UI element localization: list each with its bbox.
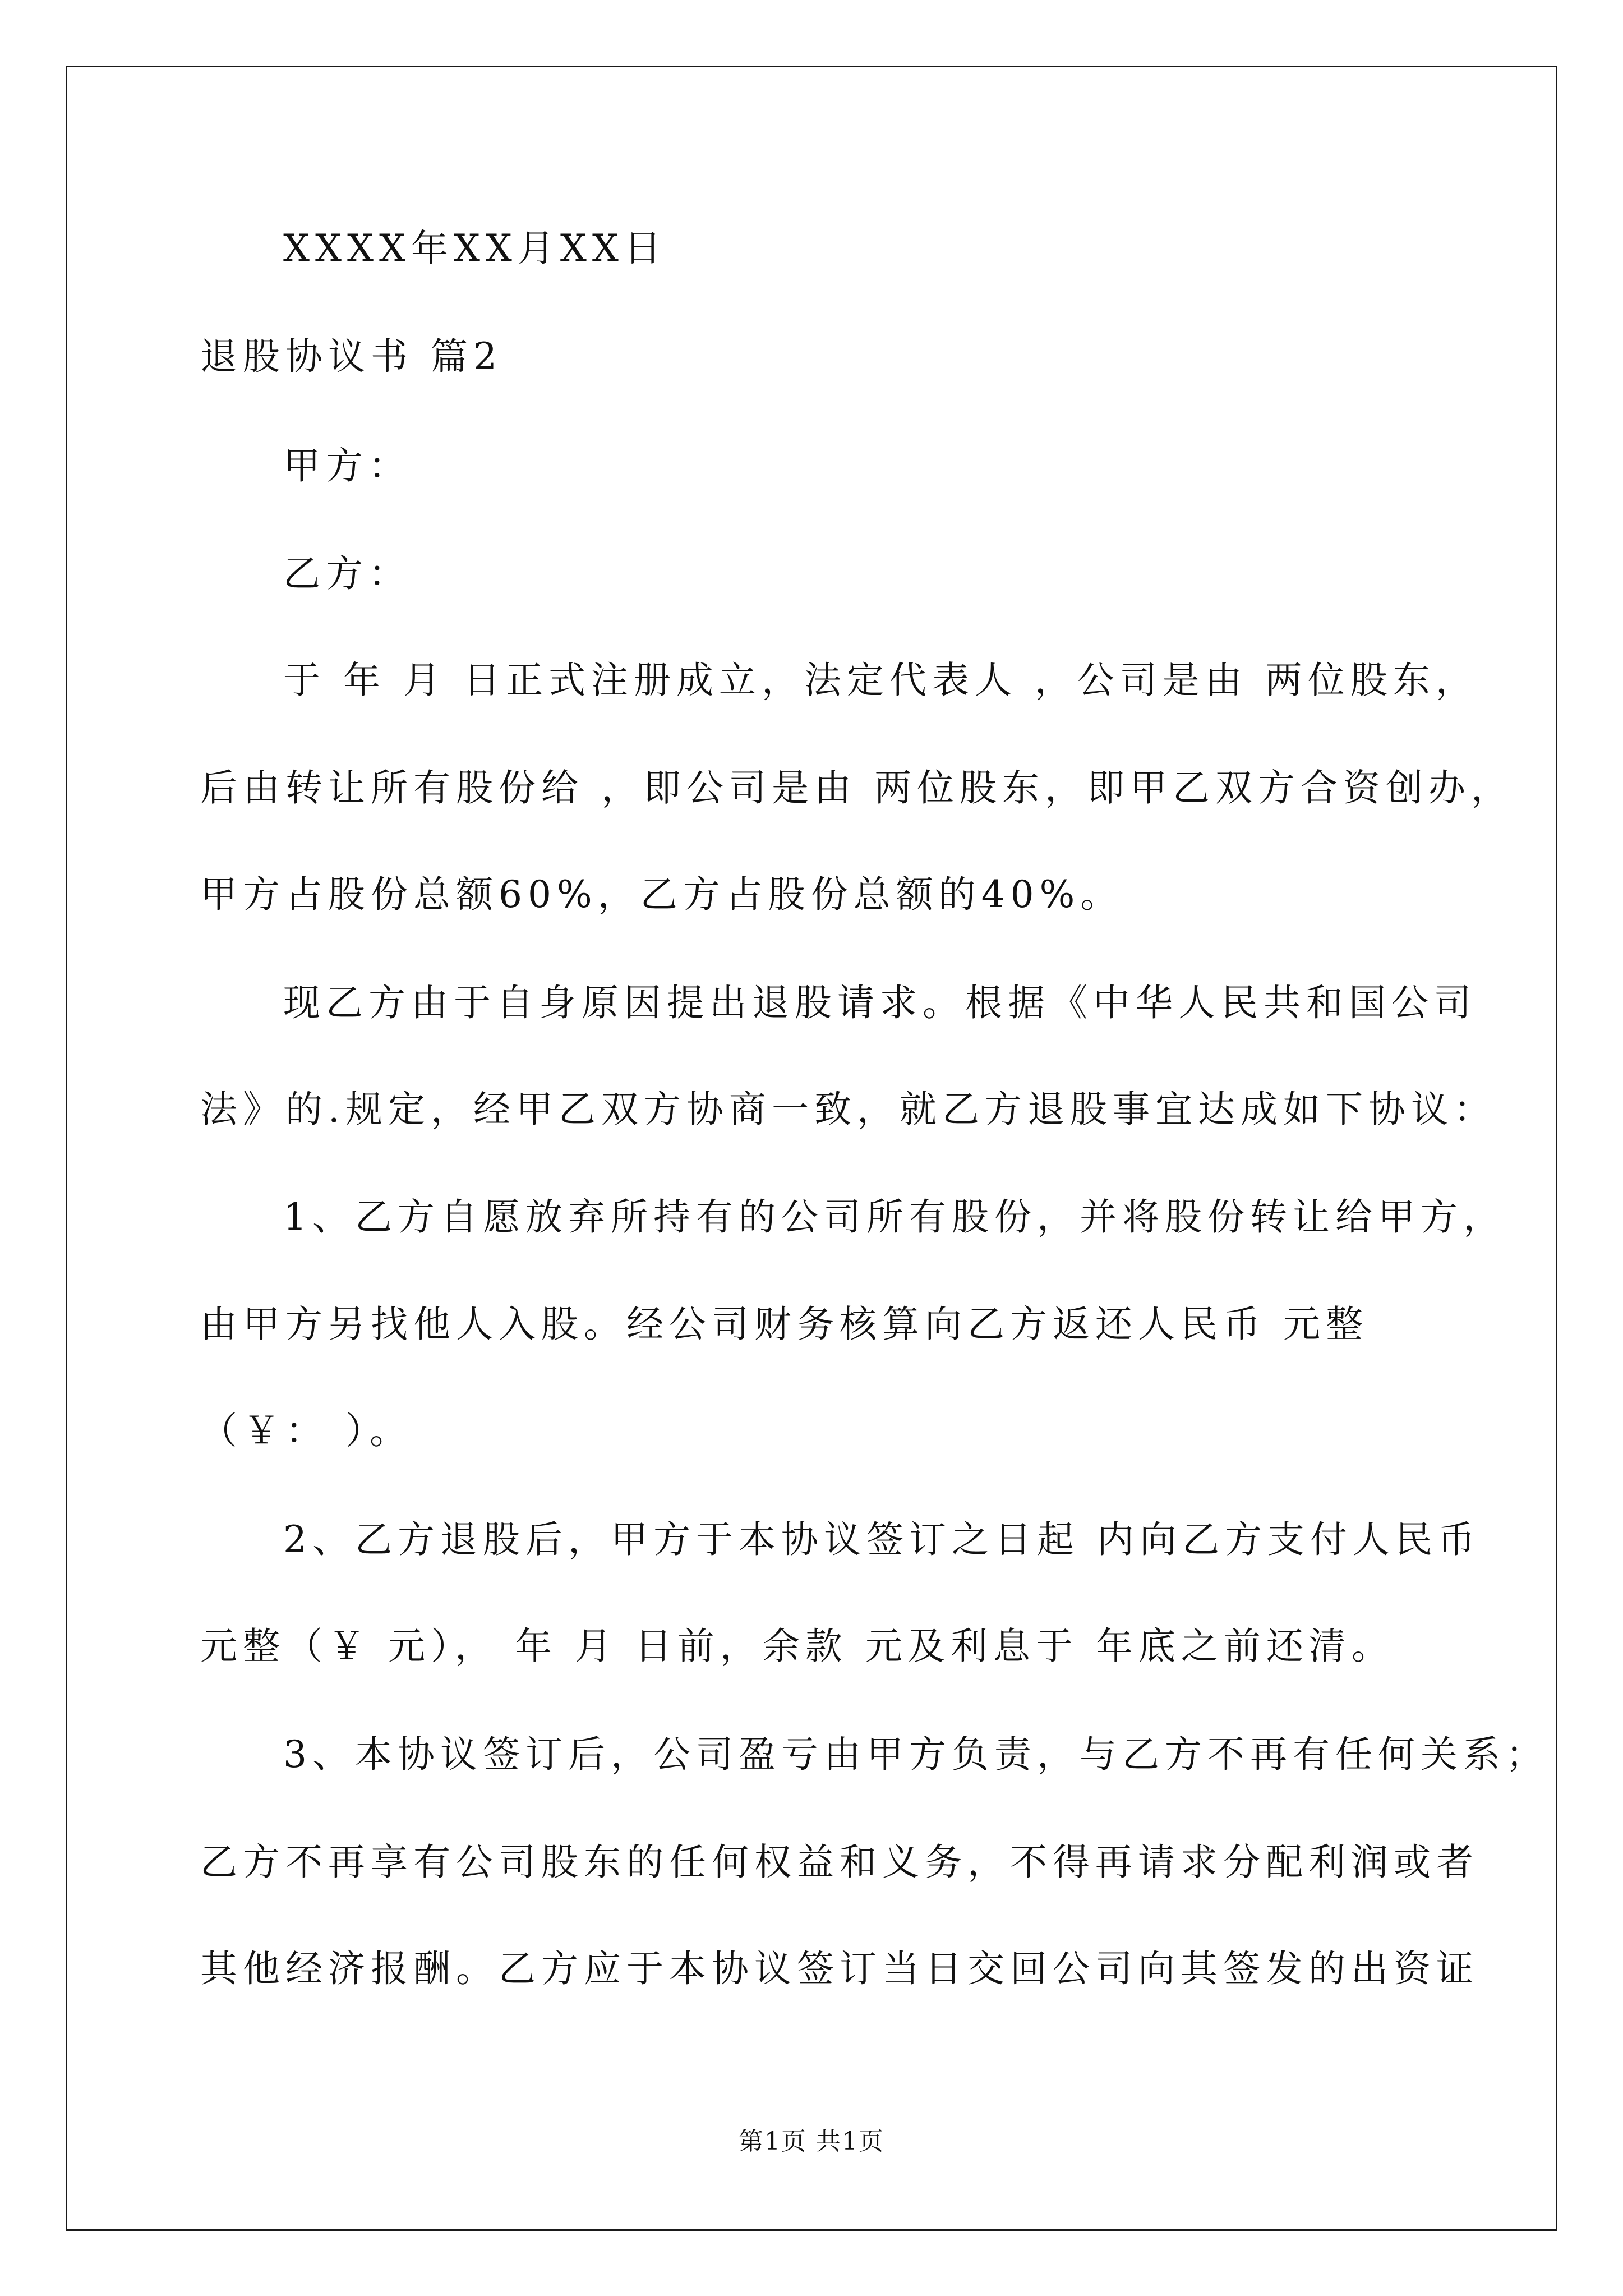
paragraph-line: 2、乙方退股后，甲方于本协议签订之日起 内向乙方支付人民币 — [283, 1518, 1481, 1561]
paragraph-line: 现乙方由于自身原因提出退股请求。根据《中华人民共和国公司 — [283, 981, 1477, 1024]
paragraph-line: 元整（￥ 元）， 年 月 日前，余款 元及利息于 年底之前还清。 — [200, 1625, 1394, 1668]
paragraph-line: 后由转让所有股份给 ，即公司是由 两位股东，即甲乙双方合资创办， — [200, 766, 1514, 809]
page-border — [66, 66, 1557, 2231]
party-b-line: 乙方： — [283, 552, 411, 595]
paragraph-line: 1、乙方自愿放弃所持有的公司所有股份，并将股份转让给甲方， — [283, 1195, 1506, 1239]
paragraph-line: （￥： ）。 — [200, 1409, 412, 1452]
paragraph-line: 于 年 月 日正式注册成立，法定代表人 ，公司是由 两位股东， — [283, 659, 1478, 702]
paragraph-line: 乙方不再享有公司股东的任何权益和义务，不得再请求分配利润或者 — [200, 1841, 1479, 1884]
party-a-line: 甲方： — [283, 444, 411, 487]
paragraph-line: 3、本协议签订后，公司盈亏由甲方负责，与乙方不再有任何关系； — [283, 1733, 1548, 1776]
paragraph-line: 由甲方另找他人入股。经公司财务核算向乙方返还人民币 元整 — [200, 1303, 1368, 1346]
page-number-footer: 第1页 共1页 — [739, 2127, 884, 2156]
section-title: 退股协议书 篇2 — [200, 335, 502, 378]
paragraph-line: 其他经济报酬。乙方应于本协议签订当日交回公司向其签发的出资证 — [200, 1947, 1479, 1990]
paragraph-line: 法》的.规定，经甲乙双方协商一致，就乙方退股事宜达成如下协议： — [200, 1088, 1496, 1131]
date-line: XXXX年XX月XX日 — [283, 227, 667, 270]
paragraph-line: 甲方占股份总额60%，乙方占股份总额的40%。 — [200, 873, 1123, 916]
